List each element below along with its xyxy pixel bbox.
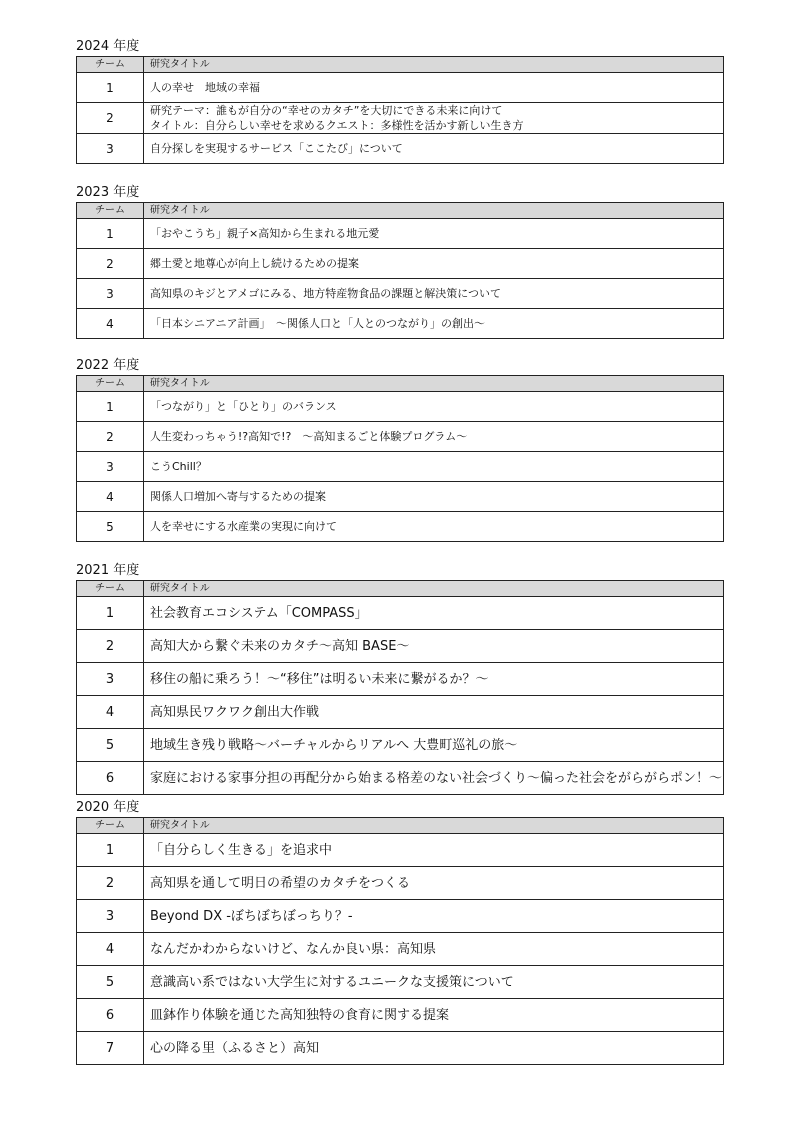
table-row — [77, 630, 724, 663]
research-title-cell — [144, 999, 724, 1032]
year-section — [76, 562, 724, 795]
table-row — [77, 73, 724, 103]
team-number: 2 — [77, 867, 144, 900]
research-title-cell — [144, 452, 724, 482]
research-title: 高知大から繋ぐ未来のカタチ～高知 BASE～ — [150, 638, 410, 654]
year-heading: 2021 年度 — [76, 563, 140, 578]
table-row — [77, 999, 724, 1032]
table-row — [77, 134, 724, 164]
research-title-cell — [144, 696, 724, 729]
research-title: こうChill？ — [150, 460, 207, 473]
team-number: 1 — [77, 392, 144, 422]
team-number: 3 — [77, 279, 144, 309]
research-title-cell — [144, 933, 724, 966]
year-heading: 2024 年度 — [76, 39, 140, 54]
team-number: 3 — [77, 452, 144, 482]
research-title-cell — [144, 1032, 724, 1065]
research-table — [76, 202, 724, 339]
research-title: 皿鉢作り体験を通じた高知独特の食育に関する提案 — [150, 1007, 450, 1023]
research-title-cell — [144, 966, 724, 999]
research-title-cell — [144, 630, 724, 663]
year-section — [76, 38, 724, 164]
research-title-cell — [144, 762, 724, 795]
table-row — [77, 762, 724, 795]
table-row — [77, 392, 724, 422]
research-title: 「日本シニアニア計画」 ～関係人口と「人とのつながり」の創出～ — [150, 317, 485, 330]
team-number: 2 — [77, 103, 144, 134]
table-row — [77, 512, 724, 542]
team-number: 3 — [77, 663, 144, 696]
research-title: 高知県民ワクワク創出大作戦 — [150, 704, 320, 720]
research-title-cell — [144, 392, 724, 422]
research-title-cell — [144, 512, 724, 542]
research-title-cell — [144, 279, 724, 309]
research-title-cell — [144, 103, 724, 134]
research-title: 人の幸せ 地域の幸福 — [150, 81, 260, 94]
table-header-row — [77, 57, 724, 73]
team-number: 1 — [77, 834, 144, 867]
research-title-cell — [144, 729, 724, 762]
team-number: 5 — [77, 966, 144, 999]
research-title-cell — [144, 134, 724, 164]
table-row — [77, 933, 724, 966]
title-column-header: 研究タイトル — [144, 581, 724, 597]
research-table — [76, 56, 724, 164]
research-title: 関係人口増加へ寄与するための提案 — [150, 490, 326, 503]
research-title-cell — [144, 219, 724, 249]
table-row — [77, 249, 724, 279]
table-header-row — [77, 203, 724, 219]
title-column-header: 研究タイトル — [144, 203, 724, 219]
team-number: 2 — [77, 249, 144, 279]
table-row — [77, 834, 724, 867]
team-number: 4 — [77, 309, 144, 339]
year-section — [76, 357, 724, 542]
year-heading: 2020 年度 — [76, 800, 140, 815]
table-row — [77, 482, 724, 512]
table-row — [77, 729, 724, 762]
team-column-header: チーム — [77, 581, 144, 597]
research-title: なんだかわからないけど、なんか良い県：高知県 — [150, 941, 437, 957]
research-title: 人を幸せにする水産業の実現に向けて — [150, 520, 337, 533]
table-header-row — [77, 376, 724, 392]
research-title-cell — [144, 422, 724, 452]
research-title: 郷土愛と地尊心が向上し続けるための提案 — [150, 257, 359, 270]
team-number: 1 — [77, 597, 144, 630]
research-title-cell — [144, 249, 724, 279]
team-number: 7 — [77, 1032, 144, 1065]
team-column-header: チーム — [77, 376, 144, 392]
team-number: 5 — [77, 729, 144, 762]
team-number: 4 — [77, 696, 144, 729]
table-row — [77, 597, 724, 630]
research-title: タイトル：自分らしい幸せを求めるクエスト：多様性を活かす新しい生き方 — [150, 119, 524, 132]
team-number: 2 — [77, 422, 144, 452]
research-title: 高知県を通して明日の希望のカタチをつくる — [150, 875, 411, 891]
table-row — [77, 219, 724, 249]
team-number: 4 — [77, 933, 144, 966]
research-title: 「つながり」と「ひとり」のバランス — [150, 400, 337, 413]
research-title: 意識高い系ではない大学生に対するユニークな支援策について — [150, 974, 514, 990]
research-title-cell — [144, 900, 724, 933]
table-row — [77, 452, 724, 482]
research-table — [76, 375, 724, 542]
research-title-cell — [144, 309, 724, 339]
title-column-header: 研究タイトル — [144, 57, 724, 73]
table-row — [77, 1032, 724, 1065]
research-title: 社会教育エコシステム「COMPASS」 — [150, 605, 368, 621]
year-heading: 2023 年度 — [76, 185, 140, 200]
research-title-cell — [144, 482, 724, 512]
research-title: 地域生き残り戦略～バーチャルからリアルへ 大豊町巡礼の旅～ — [150, 737, 518, 753]
research-title: 家庭における家事分担の再配分から始まる格差のない社会づくり～偏った社会をがらがらポン！～ — [150, 770, 723, 786]
table-row — [77, 103, 724, 134]
research-title: 自分探しを実現するサービス「ここたび」について — [150, 142, 403, 155]
research-title: 心の降る里（ふるさと）高知 — [150, 1040, 320, 1056]
team-number: 1 — [77, 73, 144, 103]
research-title: 「自分らしく生きる」を追求中 — [150, 842, 333, 858]
team-number: 3 — [77, 134, 144, 164]
table-row — [77, 279, 724, 309]
table-row — [77, 422, 724, 452]
research-title-cell — [144, 73, 724, 103]
table-row — [77, 900, 724, 933]
team-number: 3 — [77, 900, 144, 933]
team-number: 4 — [77, 482, 144, 512]
team-number: 1 — [77, 219, 144, 249]
team-column-header: チーム — [77, 57, 144, 73]
table-row — [77, 867, 724, 900]
table-row — [77, 696, 724, 729]
year-heading: 2022 年度 — [76, 358, 140, 373]
research-table — [76, 580, 724, 795]
table-row — [77, 966, 724, 999]
table-header-row — [77, 581, 724, 597]
research-title-cell — [144, 834, 724, 867]
research-title: 「おやこうち」親子×高知から生まれる地元愛 — [150, 227, 380, 240]
team-number: 6 — [77, 999, 144, 1032]
team-number: 2 — [77, 630, 144, 663]
research-title: 高知県のキジとアメゴにみる、地方特産物食品の課題と解決策について — [150, 287, 502, 300]
research-title: 研究テーマ：誰もが自分の“幸せのカタチ”を大切にできる未来に向けて — [150, 104, 503, 117]
research-title: 移住の船に乗ろう！～“移住”は明るい未来に繋がるか？～ — [150, 671, 489, 687]
team-number: 5 — [77, 512, 144, 542]
year-section — [76, 799, 724, 1065]
research-title: Beyond DX -ぼちぼちぼっちり？- — [150, 908, 353, 924]
team-column-header: チーム — [77, 203, 144, 219]
table-header-row — [77, 818, 724, 834]
research-title-cell — [144, 663, 724, 696]
research-title-cell — [144, 867, 724, 900]
team-column-header: チーム — [77, 818, 144, 834]
team-number: 6 — [77, 762, 144, 795]
title-column-header: 研究タイトル — [144, 818, 724, 834]
research-title-cell — [144, 597, 724, 630]
research-table — [76, 817, 724, 1065]
research-title: 人生変わっちゃう!?高知で!? ～高知まるごと体験プログラム～ — [150, 430, 468, 443]
table-row — [77, 309, 724, 339]
year-section — [76, 184, 724, 339]
title-column-header: 研究タイトル — [144, 376, 724, 392]
table-row — [77, 663, 724, 696]
